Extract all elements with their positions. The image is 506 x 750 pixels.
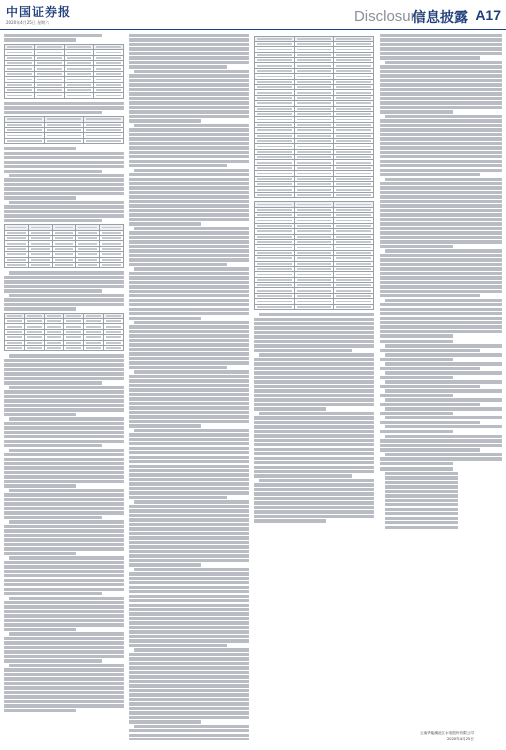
column-4 [380, 34, 502, 740]
text-block [4, 354, 124, 712]
text-block [380, 435, 502, 465]
masthead [0, 0, 506, 30]
financial-table [4, 313, 124, 352]
text-block [254, 313, 374, 523]
section-title-chinese: 信息披露 [412, 10, 468, 26]
text-block [129, 34, 249, 740]
issue-dateline: 2020年4月25日 星期六 [6, 20, 50, 25]
text-block [4, 271, 124, 310]
column-3 [254, 34, 374, 740]
text-block [380, 467, 502, 529]
section-title-english: Disclosure [353, 8, 424, 25]
registration-form-table [254, 36, 374, 199]
text-block [4, 102, 124, 114]
financial-table [4, 44, 124, 99]
financial-table [4, 224, 124, 268]
text-block [380, 340, 502, 433]
company-name: 云南华能澜沧江水电股份有限公司 [420, 731, 474, 735]
newspaper-brand: 中国证券报 [6, 5, 72, 19]
text-block [4, 34, 124, 42]
announcement-date: 2020年4月25日 [447, 737, 474, 741]
text-block [380, 34, 502, 338]
registration-form-table [254, 201, 374, 310]
page-number: A17 [475, 7, 501, 23]
column-1 [4, 34, 124, 740]
financial-table [4, 116, 124, 144]
column-2 [129, 34, 249, 740]
text-block [4, 147, 124, 222]
